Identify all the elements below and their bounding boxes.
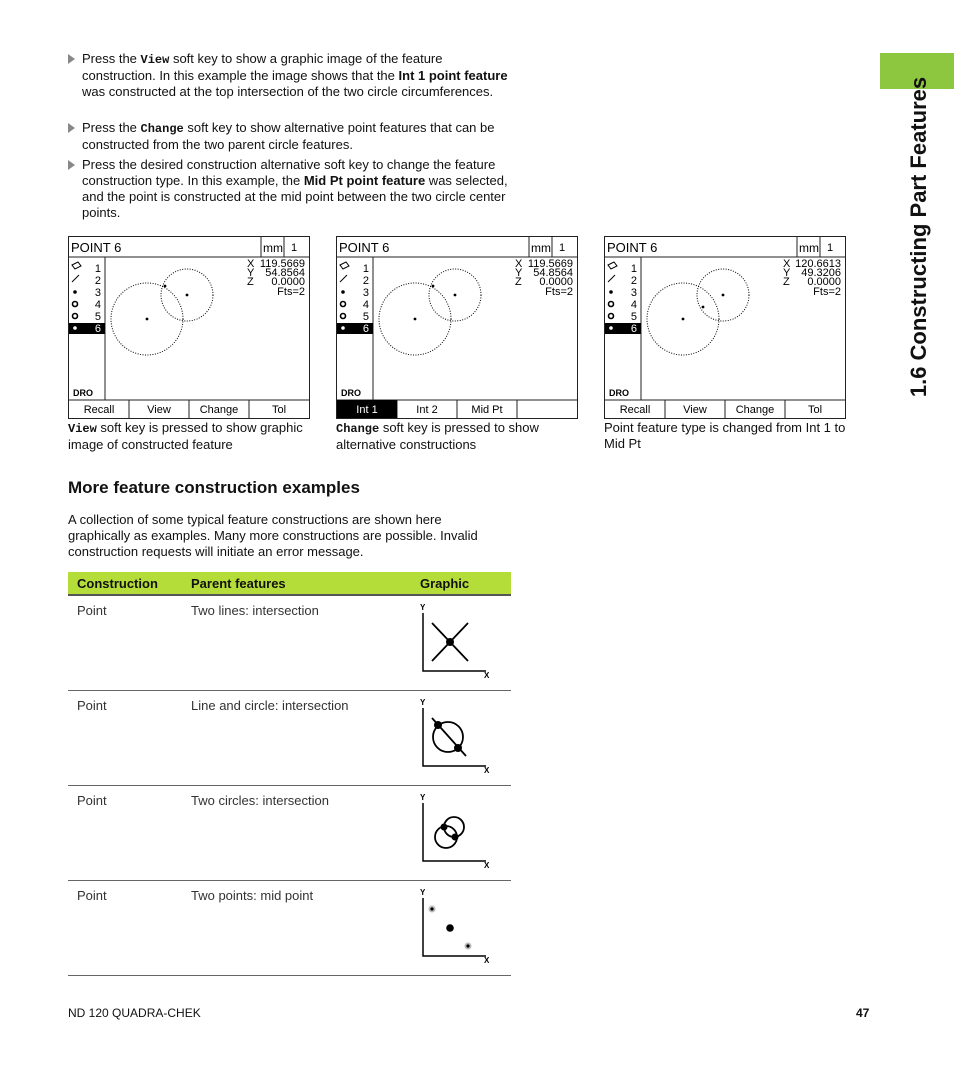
- section-text: A collection of some typical feature constructions are shown here graphically as examples. Many more constructions are possible. Invalid construction requests will initiate an error message.: [68, 512, 478, 559]
- chapter-title: 1.6 Constructing Part Features: [906, 76, 931, 398]
- table-row: Point Two points: mid point Y X: [68, 881, 511, 976]
- svg-text:1: 1: [94, 263, 101, 275]
- bullet-step-1: Press the View soft key to show a graphic image of the feature construction. In this example the image shows that the Int 1 point feature was constructed at the top intersection of the two circle circumferences.: [68, 51, 513, 100]
- svg-text:Z: Z: [783, 276, 790, 288]
- screen-title: POINT 6: [607, 240, 658, 255]
- screen-title: POINT 6: [339, 240, 390, 255]
- table-row: Point Line and circle: intersection Y X: [68, 691, 511, 786]
- svg-text:5: 5: [630, 311, 637, 323]
- svg-text:Y: Y: [247, 267, 255, 279]
- softkey-change: Change: [735, 404, 775, 416]
- header-parent: Parent features: [182, 572, 411, 595]
- svg-text:DRO: DRO: [609, 388, 629, 398]
- svg-text:5: 5: [94, 311, 101, 323]
- svg-text:X: X: [515, 258, 523, 270]
- fts-readout: Fts=2: [545, 286, 573, 298]
- screen-graphic: [69, 237, 309, 418]
- header-construction: Construction: [68, 572, 182, 595]
- svg-text:Z: Z: [247, 276, 254, 288]
- svg-text:DRO: DRO: [341, 388, 361, 398]
- dro-screen-view: [68, 236, 310, 419]
- sign-label: 1: [827, 242, 834, 254]
- fts-readout: Fts=2: [277, 286, 305, 298]
- softkey-tol: Tol: [271, 404, 287, 416]
- svg-text:4: 4: [630, 299, 637, 311]
- softkey-view: View: [683, 404, 707, 416]
- svg-text:Y: Y: [515, 267, 523, 279]
- svg-text:Y: Y: [783, 267, 791, 279]
- svg-text:6: 6: [94, 323, 101, 335]
- softkey-int1: Int 1: [356, 404, 378, 416]
- x-readout: 120.6613: [795, 258, 841, 270]
- svg-text:Y: Y: [420, 888, 426, 897]
- dro-screen-change: [336, 236, 578, 419]
- footer-product: ND 120 QUADRA-CHEK: [68, 1006, 201, 1020]
- svg-text:X: X: [484, 766, 490, 775]
- svg-text:Y: Y: [420, 793, 426, 802]
- caption-change: Change soft key is pressed to show alternative constructions: [336, 420, 539, 452]
- svg-text:3: 3: [630, 287, 637, 299]
- table-row: Point Two circles: intersection Y X: [68, 786, 511, 881]
- svg-text:5: 5: [362, 311, 369, 323]
- softkey-view: View: [147, 404, 171, 416]
- softkey-tol: Tol: [807, 404, 823, 416]
- svg-text:6: 6: [362, 323, 369, 335]
- softkey-recall: Recall: [83, 404, 115, 416]
- screen-graphic: [605, 237, 845, 418]
- svg-text:Y: Y: [420, 603, 426, 612]
- sign-label: 1: [559, 242, 566, 254]
- softkey-int2: Int 2: [416, 404, 438, 416]
- page-number: 47: [856, 1006, 870, 1020]
- y-readout: 54.8564: [533, 267, 573, 279]
- svg-text:Z: Z: [515, 276, 522, 288]
- svg-text:X: X: [484, 671, 490, 680]
- unit-label: mm: [263, 241, 283, 255]
- svg-text:X: X: [484, 956, 490, 965]
- svg-text:X: X: [484, 861, 490, 870]
- unit-label: mm: [799, 241, 819, 255]
- z-readout: 0.0000: [271, 276, 305, 288]
- section-title: More feature construction examples: [68, 478, 360, 497]
- svg-text:DRO: DRO: [73, 388, 93, 398]
- svg-text:Y: Y: [420, 698, 426, 707]
- softkey-recall: Recall: [619, 404, 651, 416]
- sign-label: 1: [291, 242, 298, 254]
- line-circle-intersection-graphic: [420, 698, 500, 776]
- caption-midpt: Point feature type is changed from Int 1 to Mid Pt: [604, 420, 846, 451]
- z-readout: 0.0000: [807, 276, 841, 288]
- softkey-change: Change: [199, 404, 239, 416]
- two-circles-intersection-graphic: [420, 793, 500, 871]
- x-readout: 119.5669: [527, 258, 573, 270]
- svg-text:X: X: [247, 258, 255, 270]
- caption-view: View soft key is pressed to show graphic image of constructed feature: [68, 420, 303, 452]
- two-points-midpoint-graphic: [420, 888, 500, 966]
- table-row: Point Two lines: intersection Y X: [68, 595, 511, 691]
- svg-text:2: 2: [362, 275, 369, 287]
- screen-title: POINT 6: [71, 240, 122, 255]
- svg-text:X: X: [783, 258, 791, 270]
- z-readout: 0.0000: [539, 276, 573, 288]
- unit-label: mm: [531, 241, 551, 255]
- svg-text:3: 3: [362, 287, 369, 299]
- softkey-midpt: Mid Pt: [471, 404, 503, 416]
- svg-text:1: 1: [630, 263, 637, 275]
- svg-text:6: 6: [630, 323, 637, 335]
- x-readout: 119.5669: [259, 258, 305, 270]
- y-readout: 49.3206: [801, 267, 841, 279]
- bullet-step-3: Press the desired construction alternative soft key to change the feature construction type. In this example, the Mid Pt point feature was selected, and the point is constructed at the mid point between the two circle center points.: [68, 157, 513, 221]
- svg-text:1: 1: [362, 263, 369, 275]
- arrow-icon: [68, 54, 75, 64]
- svg-text:2: 2: [630, 275, 637, 287]
- svg-text:3: 3: [94, 287, 101, 299]
- svg-text:4: 4: [94, 299, 101, 311]
- svg-text:4: 4: [362, 299, 369, 311]
- bullet-step-2: Press the Change soft key to show alternative point features that can be constructed from the two parent circle features.: [68, 120, 513, 153]
- y-readout: 54.8564: [265, 267, 305, 279]
- header-graphic: Graphic: [411, 572, 511, 595]
- two-lines-intersection-graphic: [420, 603, 500, 681]
- fts-readout: Fts=2: [813, 286, 841, 298]
- screen-graphic: [337, 237, 577, 418]
- svg-text:2: 2: [94, 275, 101, 287]
- dro-screen-midpt: [604, 236, 846, 419]
- arrow-icon: [68, 160, 75, 170]
- construction-table: [68, 572, 511, 976]
- arrow-icon: [68, 123, 75, 133]
